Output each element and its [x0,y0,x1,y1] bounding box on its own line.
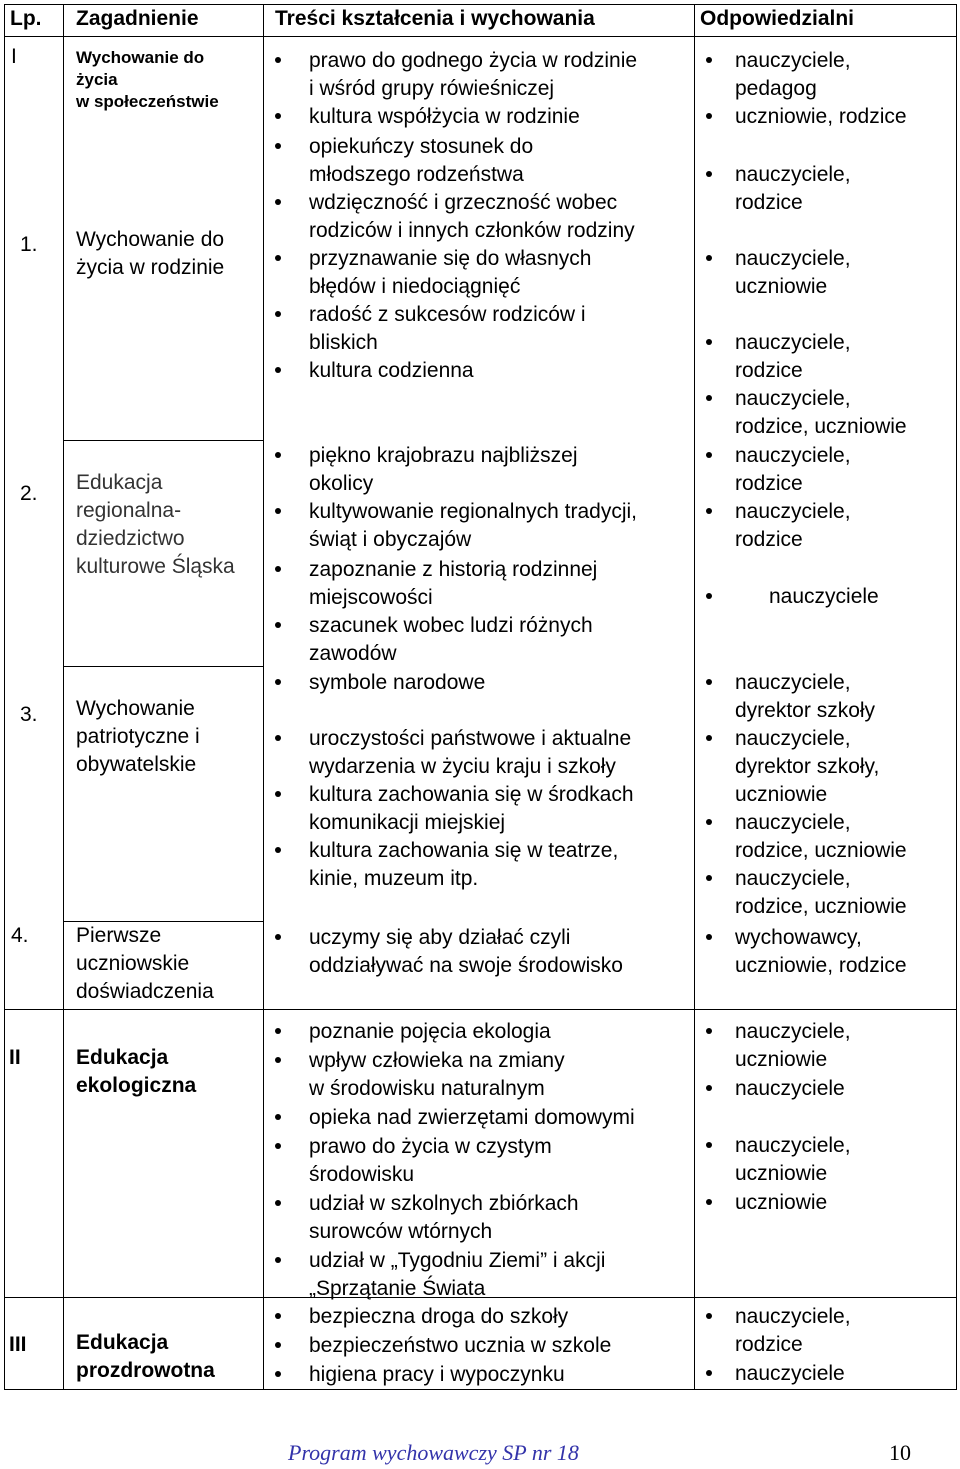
row-4-responsible-list [703,924,907,980]
list-item: radość z sukcesów rodziców i bliskich [265,301,637,357]
list-item: wdzięczność i grzeczność wobec rodziców i innych członków rodziny [265,189,637,245]
list-item: nauczyciele, rodzice, uczniowie [703,809,907,865]
list-item: nauczyciele [703,1360,851,1388]
row-2-topic-line: dziedzictwo [76,527,185,550]
list-item: nauczyciele, pedagog [703,47,907,103]
topic-separator-2 [63,666,264,667]
list-item: uroczystości państwowe i aktualne wydarzenia w życiu kraju i szkoły [265,725,634,781]
list-item: prawo do życia w czystym środowisku [265,1133,635,1189]
list-item: bezpieczeństwo ucznia w szkole [265,1332,611,1360]
list-item: uczniowie, rodzice [703,103,907,131]
row-4-topic [76,922,214,1006]
list-item: nauczyciele, rodzice [703,442,879,498]
row-1-topic-line: życia w rodzinie [76,256,225,279]
row-3-topic-line: patriotyczne i [76,725,200,748]
column-divider-3 [694,4,695,1390]
section-1-title-line: Wychowanie do [76,48,205,67]
list-item: piękno krajobrazu najbliższej okolicy [265,442,637,498]
row-4-topic-line: doświadczenia [76,980,214,1003]
list-item: kultywowanie regionalnych tradycji, świąt i obyczajów [265,498,637,554]
section-3-title [76,1329,215,1385]
header-lp: Lp. [10,7,42,30]
list-item: poznanie pojęcia ekologia [265,1018,635,1046]
section-1-title [76,47,219,113]
row-2-content-list [265,442,637,668]
list-item: opieka nad zwierzętami domowymi [265,1104,635,1132]
list-item: nauczyciele, uczniowie [703,245,907,301]
list-item: nauczyciele, rodzice, uczniowie [703,385,907,441]
section-3-responsible-list [703,1303,851,1388]
list-item: uczniowie [703,1189,851,1217]
section-3-title-line: prozdrowotna [76,1359,215,1382]
section-3-title-line: Edukacja [76,1331,169,1354]
section-2-title [76,1044,196,1100]
table-border-bottom [4,1389,957,1390]
footer-program-title: Program wychowawczy SP nr 18 [288,1440,579,1465]
section-1-title-line: życia [76,70,118,89]
row-3-number: 3. [20,703,38,726]
row-1-topic-line: Wychowanie do [76,228,225,251]
row-3-content-list [265,669,634,893]
list-item: nauczyciele, rodzice [703,498,879,554]
row-4-content-list [265,924,623,980]
section-3-content-list [265,1303,611,1389]
row-1-responsible-list [703,47,907,441]
list-item: nauczyciele [703,583,879,611]
row-2-number: 2. [20,482,38,505]
list-item: nauczyciele [703,1075,851,1103]
list-item: opiekuńczy stosunek do młodszego rodzeństwa [265,133,637,189]
row-2-topic-line: regionalna- [76,499,182,522]
section-3-numeral: III [9,1333,27,1356]
row-2-topic-line: kulturowe Śląska [76,555,235,578]
row-2-topic-line: Edukacja [76,471,163,494]
row-2-topic [76,469,235,581]
list-item: symbole narodowe [265,669,634,697]
list-item: bezpieczna droga do szkoły [265,1303,611,1331]
list-item: kultura współżycia w rodzinie [265,103,637,131]
row-4-number: 4. [11,924,29,947]
list-item: kultura zachowania się w teatrze, kinie, muzeum itp. [265,837,634,893]
section-1-numeral: I [11,45,17,68]
row-3-topic-line: Wychowanie [76,697,195,720]
list-item: prawo do godnego życia w rodzinie i wśród grupy rówieśniczej [265,47,637,103]
list-item: nauczyciele, uczniowie [703,1018,851,1074]
list-item: kultura zachowania się w środkach komunikacji miejskiej [265,781,634,837]
row-1-content-list [265,47,637,385]
page-number: 10 [889,1440,911,1465]
list-item: wychowawcy, uczniowie, rodzice [703,924,907,980]
list-item: nauczyciele, rodzice [703,329,907,385]
list-item: nauczyciele, rodzice, uczniowie [703,865,907,921]
list-item: udział w „Tygodniu Ziemi” i akcji „Sprzątanie Świata [265,1247,635,1303]
section-2-responsible-list [703,1018,851,1217]
row-4-topic-line: Pierwsze [76,924,162,947]
list-item: udział w szkolnych zbiórkach surowców wtórnych [265,1190,635,1246]
column-divider-1 [63,4,64,1390]
header-separator [4,36,957,37]
column-divider-2 [263,4,264,1390]
header-content: Treści kształcenia i wychowania [275,7,595,30]
row-1-topic [76,226,224,282]
section-2-title-line: Edukacja [76,1046,169,1069]
section-2-content-list [265,1018,635,1303]
row-1-number: 1. [20,233,38,256]
table-border-top [4,4,957,5]
list-item: przyznawanie się do własnych błędów i niedociągnięć [265,245,637,301]
list-item: zapoznanie z historią rodzinnej miejscowości [265,556,637,612]
list-item: szacunek wobec ludzi różnych zawodów [265,612,637,668]
header-responsible: Odpowiedzialni [700,7,855,30]
list-item: nauczyciele, dyrektor szkoły, uczniowie [703,725,907,809]
list-item: uczymy się aby działać czyli oddziaływać na swoje środowisko [265,924,623,980]
section-1-title-line: w społeczeństwie [76,92,219,111]
section-2-title-line: ekologiczna [76,1074,197,1097]
list-item: nauczyciele, uczniowie [703,1132,851,1188]
topic-separator-1 [63,440,264,441]
table-border-left [4,4,5,1390]
row-3-topic-line: obywatelskie [76,753,197,776]
row-2-responsible-list [703,442,879,611]
section-separator-2 [4,1009,957,1010]
list-item: wpływ człowieka na zmiany w środowisku naturalnym [265,1047,635,1103]
list-item: nauczyciele, rodzice [703,161,907,217]
section-2-numeral: II [9,1046,21,1069]
row-3-responsible-list [703,669,907,921]
row-3-topic [76,695,200,779]
row-4-topic-line: uczniowskie [76,952,190,975]
list-item: higiena pracy i wypoczynku [265,1361,611,1389]
list-item: kultura codzienna [265,357,637,385]
header-topic: Zagadnienie [76,7,199,30]
list-item: nauczyciele, rodzice [703,1303,851,1359]
table-border-right [956,4,957,1390]
list-item: nauczyciele, dyrektor szkoły [703,669,907,725]
